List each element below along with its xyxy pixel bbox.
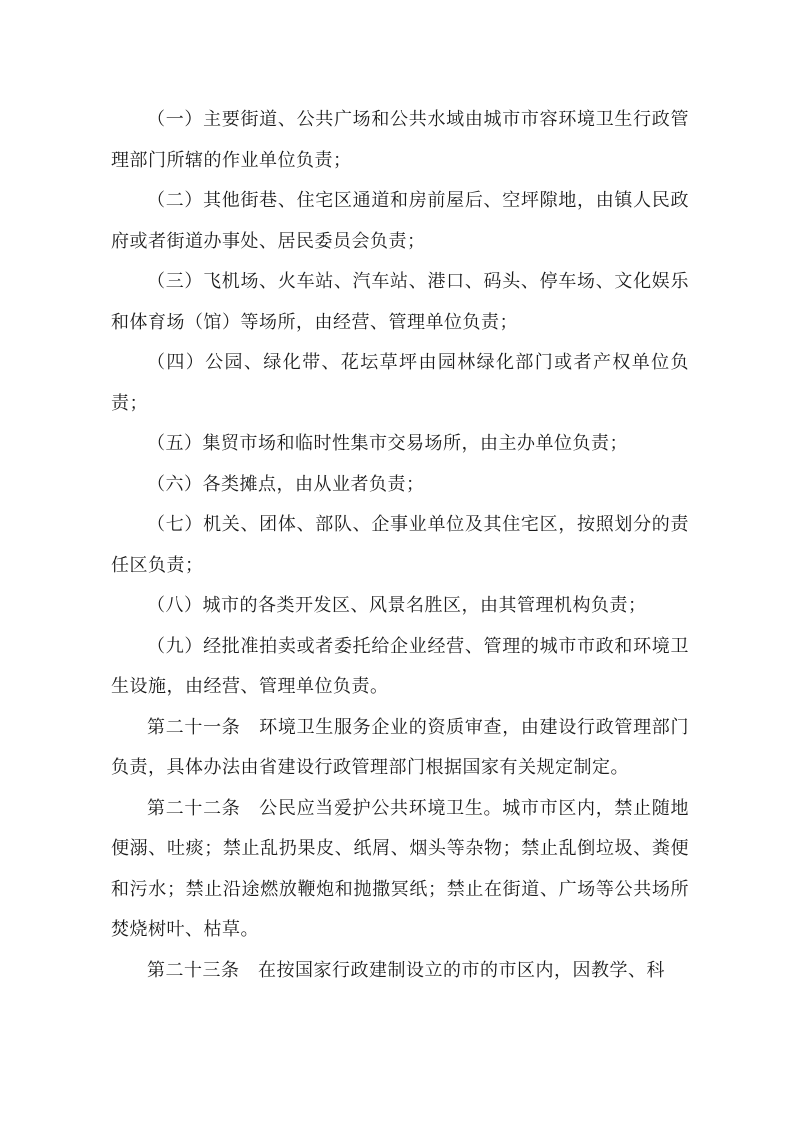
paragraph-item-6: （六）各类摊点，由从业者负责； <box>147 473 425 495</box>
paragraph-item-8: （八）城市的各类开发区、风景名胜区，由其管理机构负责； <box>147 595 647 616</box>
paragraph-item-2: （二）其他街巷、住宅区通道和房前屋后、空坪隙地，由镇人民政府或者街道办事处、居民委员会负责； <box>111 190 689 252</box>
paragraph-item-1: （一）主要街道、公共广场和公共水域由城市市容环境卫生行政管理部门所辖的作业单位负责； <box>111 109 689 171</box>
paragraph-item-4: （四）公园、绿化带、花坛草坪由园林绿化部门或者产权单位负责； <box>111 352 689 414</box>
article-21: 第二十一条 环境卫生服务企业的资质审查，由建设行政管理部门负责，具体办法由省建设行政管理部门根据国家有关规定制定。 <box>111 716 689 778</box>
article-22: 第二十二条 公民应当爱护公共环境卫生。城市市区内，禁止随地便溺、吐痰；禁止乱扔果皮、纸屑、烟头等杂物；禁止乱倒垃圾、粪便和污水；禁止沿途燃放鞭炮和抛撒冥纸；禁止在街道、广场等公共场所焚烧树叶、枯草。 <box>111 797 689 940</box>
document-body <box>111 100 689 991</box>
paragraph-item-5: （五）集贸市场和临时性集市交易场所，由主办单位负责； <box>147 433 628 454</box>
paragraph-item-7: （七）机关、团体、部队、企事业单位及其住宅区，按照划分的责任区负责； <box>111 514 689 576</box>
paragraph-item-3: （三）飞机场、火车站、汽车站、港口、码头、停车场、文化娱乐和体育场（馆）等场所，由经营、管理单位负责； <box>111 271 689 333</box>
article-23: 第二十三条 在按国家行政建制设立的市的市区内，因教学、科 <box>147 959 665 981</box>
paragraph-item-9: （九）经批准拍卖或者委托给企业经营、管理的城市市政和环境卫生设施，由经营、管理单位负责。 <box>111 635 689 697</box>
